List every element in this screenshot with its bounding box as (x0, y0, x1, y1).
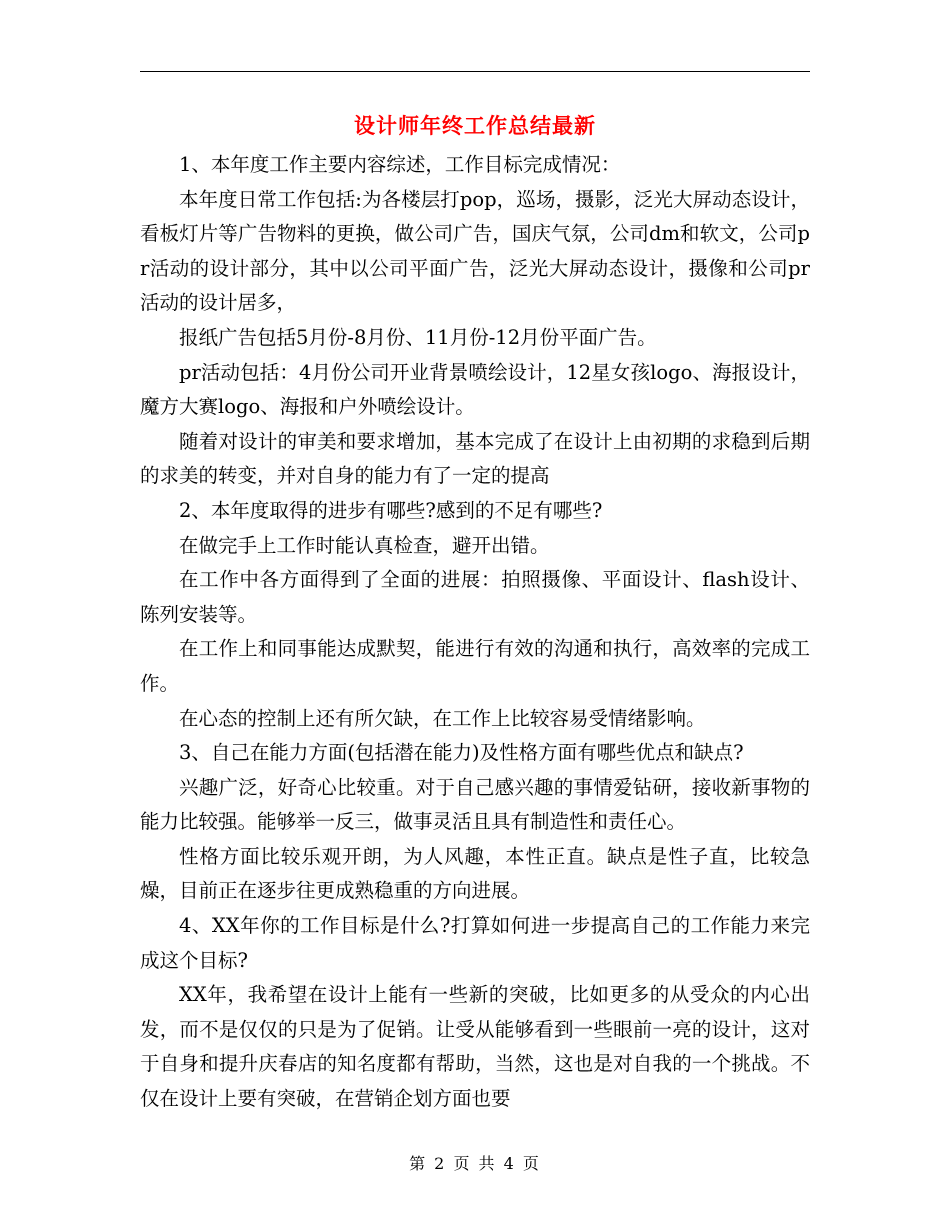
paragraph: 本年度日常工作包括:为各楼层打pop，巡场，摄影，泛光大屏动态设计，看板灯片等广告物料的更换，做公司广告，国庆气氛，公司dm和软文，公司pr活动的设计部分，其中以公司平面广告，泛光大屏动态设计，摄像和公司pr活动的设计居多， (140, 187, 810, 315)
paragraph: 在工作中各方面得到了全面的进展：拍照摄像、平面设计、flash设计、陈列安装等。 (140, 568, 810, 626)
paragraph: 报纸广告包括5月份-8月份、11月份-12月份平面广告。 (179, 325, 657, 349)
paragraph: 在工作上和同事能达成默契，能进行有效的沟通和执行，高效率的完成工作。 (140, 637, 810, 695)
page-footer: 第 2 页 共 4 页 (409, 1154, 541, 1173)
paragraph: 在心态的控制上还有所欠缺，在工作上比较容易受情绪影响。 (179, 706, 706, 730)
paragraph: 性格方面比较乐观开朗，为人风趣，本性正直。缺点是性子直，比较急燥，目前正在逐步往更成熟稳重的方向进展。 (140, 844, 810, 903)
paragraph: 4、XX年你的工作目标是什么?打算如何进一步提高自己的工作能力来完成这个目标? (140, 914, 810, 972)
paragraph: 在做完手上工作时能认真检查，避开出错。 (179, 533, 550, 557)
paragraph: 3、自己在能力方面(包括潜在能力)及性格方面有哪些优点和缺点? (179, 741, 744, 765)
paragraph: 随着对设计的审美和要求增加，基本完成了在设计上由初期的求稳到后期的求美的转变，并对自身的能力有了一定的提高 (140, 429, 810, 488)
paragraph: XX年，我希望在设计上能有一些新的突破，比如更多的从受众的内心出发，而不是仅仅的只是为了促销。让受从能够看到一些眼前一亮的设计，这对于自身和提升庆春店的知名度都有帮助，当然，这也是对自我的一个挑战。不仅在设计上要有突破，在营销企划方面也要 (140, 983, 810, 1111)
paragraph: 2、本年度取得的进步有哪些?感到的不足有哪些? (179, 498, 603, 522)
document-title: 设计师年终工作总结最新 (354, 113, 596, 138)
header-rule (140, 71, 810, 72)
paragraph: 1、本年度工作主要内容综述，工作目标完成情况： (179, 153, 621, 176)
document-body (140, 148, 810, 1117)
paragraph: 兴趣广泛，好奇心比较重。对于自己感兴趣的事情爱钻研，接收新事物的能力比较强。能够举一反三，做事灵活且具有制造性和责任心。 (140, 775, 810, 834)
paragraph: pr活动包括：4月份公司开业背景喷绘设计，12星女孩logo、海报设计，魔方大赛logo、海报和户外喷绘设计。 (140, 360, 810, 419)
